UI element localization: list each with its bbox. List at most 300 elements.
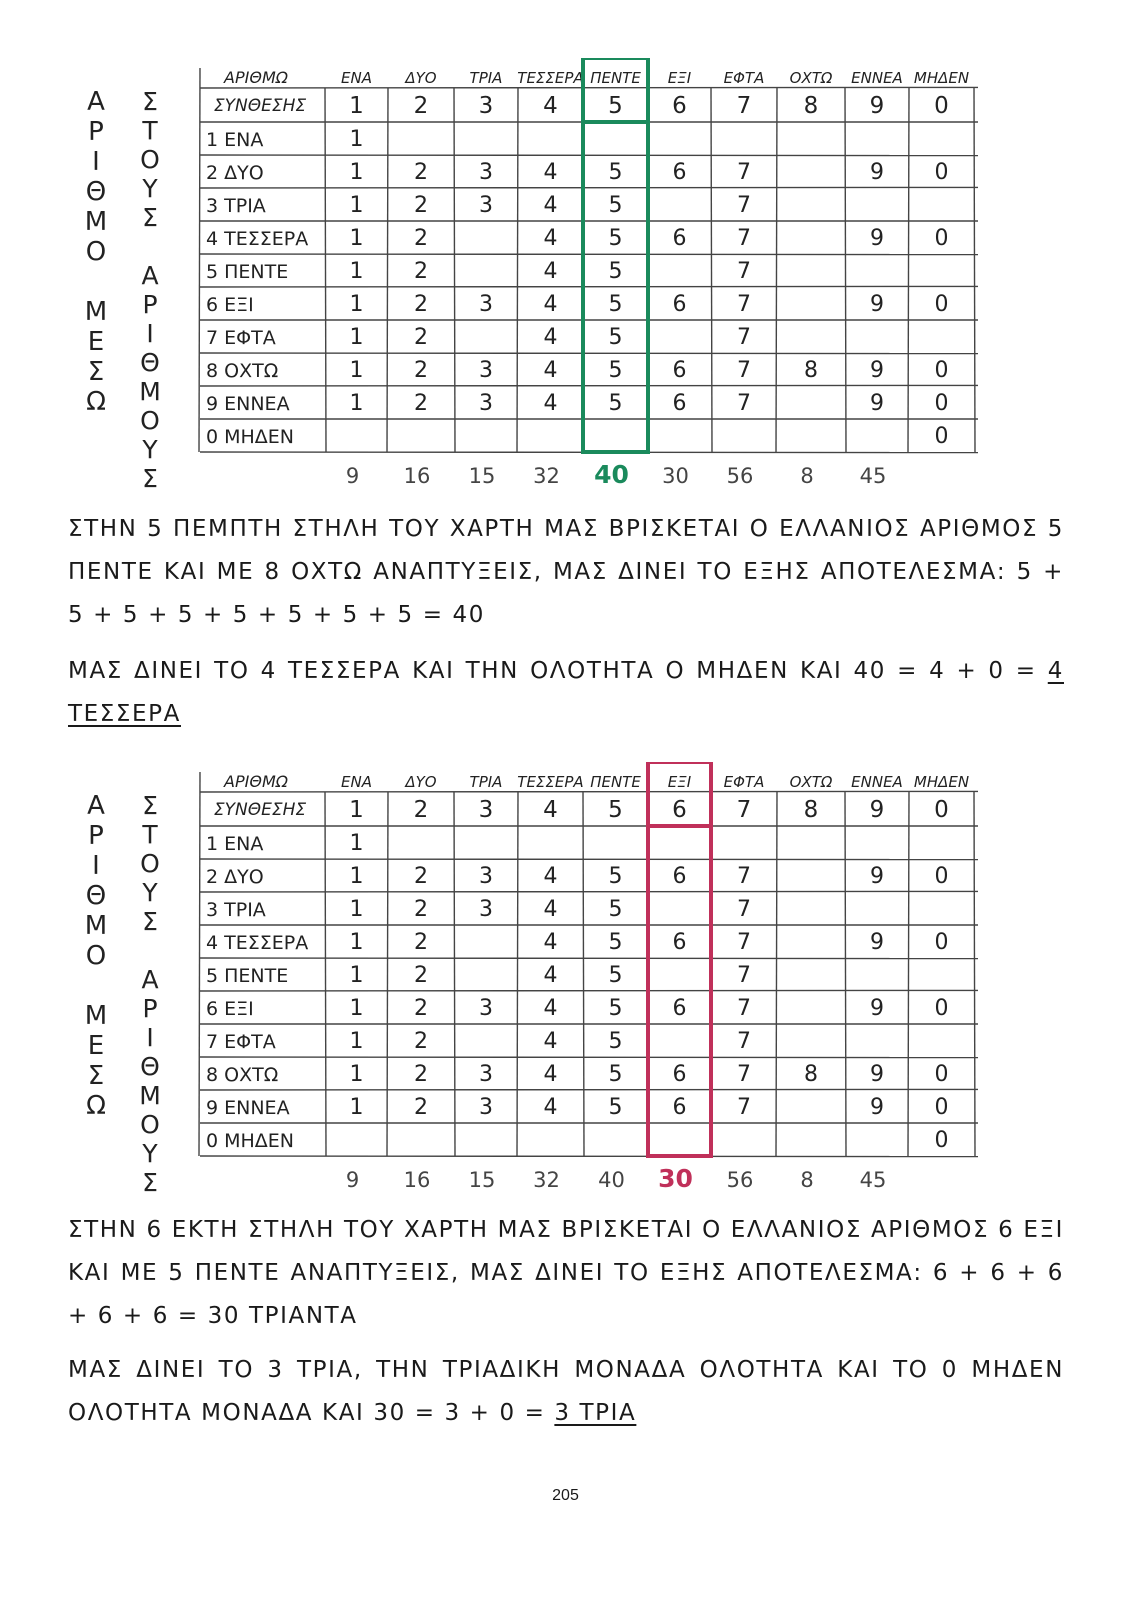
side-left-letter: Ω [86, 387, 106, 417]
row-label: 7 ΕΦΤΑ [206, 1031, 276, 1053]
header-digit: 9 [869, 797, 885, 823]
cell-value: 9 [870, 292, 884, 317]
cell-value: 4 [543, 930, 558, 955]
section1-text1: ΣΤΗΝ 5 ΠΕΜΠΤΗ ΣΤΗΛΗ ΤΟΥ ΧΑΡΤΗ ΜΑΣ ΒΡΙΣΚΕΤΑΙ Ο ΕΛΛΑΝΙΟΣ ΑΡΙΘΜΟΣ 5 ΠΕΝΤΕ ΚΑΙ ΜΕ 8 ΟΧΤΩ ΑΝΑΠΤΥΞΕΙΣ, ΜΑΣ ΔΙΝΕΙ ΤΟ ΕΞΗΣ ΑΠΟΤΕΛΕΣΜΑ: 5 + 5 + 5 + 5 + 5 + 5 + 5 + 5 = 40 [68, 516, 1064, 628]
cell-value: 7 [737, 996, 751, 1021]
row-label: 8 ΟΧΤΩ [206, 1064, 279, 1086]
cell-value: 3 [479, 1062, 493, 1087]
row-label: 1 ΕΝΑ [206, 833, 264, 855]
side-label-right [139, 791, 161, 1197]
cell-value: 1 [349, 226, 364, 251]
cell-value: 0 [934, 1128, 949, 1153]
header-digit: 6 [672, 93, 687, 119]
cell-value: 5 [608, 292, 623, 317]
row-label: 1 ΕΝΑ [206, 129, 264, 151]
table-grid [199, 762, 978, 1193]
cell-value: 5 [608, 259, 623, 284]
side-right-letter: Σ [142, 791, 158, 820]
cell-value: 5 [608, 1095, 623, 1120]
cell-value: 6 [672, 358, 687, 383]
side-right-letter: Υ [142, 878, 158, 907]
table-figure-2 [70, 762, 1030, 1212]
side-right-letter: Ρ [142, 994, 158, 1023]
header-digit: 9 [869, 93, 885, 119]
row-label: 9 ΕΝΝΕΑ [206, 1097, 290, 1119]
column-total: 56 [726, 464, 754, 488]
header-digit: 2 [413, 797, 429, 823]
col-header-corner-top: ΑΡΙΘΜΩ [224, 772, 288, 791]
grid-vline [845, 88, 846, 452]
grid-vline [908, 792, 909, 1156]
column-total: 9 [345, 464, 360, 488]
side-right-letter: Α [141, 965, 159, 994]
column-total: 56 [726, 1168, 754, 1192]
grid-hline [200, 155, 978, 156]
cell-value: 3 [479, 160, 493, 185]
header-digit: 2 [413, 93, 429, 119]
cell-value: 0 [934, 1095, 949, 1120]
cell-value: 1 [349, 963, 364, 988]
cell-value: 9 [870, 1095, 884, 1120]
row-label: 0 ΜΗΔΕΝ [206, 426, 295, 448]
cell-value: 6 [672, 1062, 687, 1087]
section1-result: 4 ΤΕΣΣΕΡΑ [68, 658, 1064, 727]
side-left-letter: Θ [85, 881, 107, 911]
header-digit: 6 [672, 797, 687, 823]
cell-value: 6 [672, 226, 687, 251]
cell-value: 5 [608, 897, 623, 922]
cell-value: 4 [543, 226, 558, 251]
side-right-letter: Τ [142, 116, 158, 145]
section2-paragraph1 [68, 1209, 1064, 1338]
grid-vline [325, 792, 326, 1156]
header-digit: 3 [478, 797, 494, 823]
side-right-letter: Ι [146, 1023, 154, 1052]
cell-value: 0 [934, 996, 949, 1021]
grid-vline [776, 792, 777, 1156]
section2-paragraph2 [68, 1349, 1064, 1435]
cell-value: 1 [349, 1095, 364, 1120]
row-label: 7 ΕΦΤΑ [206, 327, 276, 349]
grid-vline [517, 88, 518, 452]
grid-vline [325, 88, 326, 452]
column-total: 40 [594, 460, 629, 489]
col-header: ΕΝΝΕΑ [851, 773, 903, 791]
grid-hline [200, 891, 978, 892]
column-total: 16 [403, 1168, 431, 1192]
grid-vline [387, 88, 388, 452]
cell-value: 4 [543, 963, 558, 988]
cell-value: 7 [737, 325, 751, 350]
side-left-letter: Σ [87, 357, 105, 387]
cell-value: 5 [608, 930, 623, 955]
cell-value: 7 [737, 226, 751, 251]
cell-value: 7 [737, 292, 751, 317]
side-right-letter: Ο [140, 406, 160, 435]
cell-value: 2 [414, 897, 428, 922]
cell-value: 7 [737, 1029, 751, 1054]
grid-hline [200, 353, 978, 354]
side-right-letter: Ρ [142, 290, 158, 319]
grid-hline [200, 254, 978, 255]
table-figure-1 [70, 58, 1030, 508]
column-total: 40 [598, 1168, 625, 1192]
side-label-left [85, 87, 107, 417]
side-right-letter: Θ [140, 348, 160, 377]
grid-hline [200, 990, 978, 991]
cell-value: 1 [349, 930, 364, 955]
grid-vline [454, 792, 455, 1156]
cell-value: 4 [543, 1062, 558, 1087]
grid-hline [200, 385, 978, 386]
side-left-letter: Σ [87, 1061, 105, 1091]
col-header: ΕΝΝΕΑ [851, 69, 903, 87]
side-right-letter: Μ [139, 377, 161, 406]
grid-hline [200, 958, 978, 959]
row-label: 4 ΤΕΣΣΕΡΑ [206, 228, 309, 250]
cell-value: 0 [934, 160, 949, 185]
side-left-letter: Ο [85, 237, 107, 267]
cell-value: 2 [414, 391, 428, 416]
side-right-letter: Υ [142, 1139, 158, 1168]
header-digit: 8 [803, 797, 819, 823]
grid-hline [200, 791, 978, 792]
side-right-letter: Σ [142, 203, 158, 232]
side-left-letter: Ρ [88, 821, 104, 851]
cell-value: 7 [737, 897, 751, 922]
cell-value: 7 [737, 358, 751, 383]
header-digit: 4 [543, 797, 558, 823]
cell-value: 5 [608, 996, 623, 1021]
cell-value: 7 [737, 391, 751, 416]
column-total: 30 [662, 464, 689, 488]
cell-value: 2 [414, 1095, 428, 1120]
cell-value: 2 [414, 160, 428, 185]
grid-vline [974, 88, 975, 452]
cell-value: 2 [414, 930, 428, 955]
cell-value: 1 [349, 864, 364, 889]
cell-value: 2 [414, 1029, 428, 1054]
cell-value: 1 [349, 358, 364, 383]
grid-vline [908, 88, 909, 452]
header-digit: 4 [543, 93, 558, 119]
cell-value: 2 [414, 193, 428, 218]
table-svg-1 [70, 58, 1030, 508]
cell-value: 1 [349, 897, 364, 922]
col-header: ΤΕΣΣΕΡΑ [517, 69, 584, 87]
col-header: ΕΝΑ [341, 69, 372, 87]
row-label: 6 ΕΞΙ [206, 998, 254, 1020]
cell-value: 2 [414, 259, 428, 284]
cell-value: 6 [672, 1095, 687, 1120]
side-left-letter: Ε [87, 1031, 105, 1061]
side-left-letter: Ι [92, 851, 100, 881]
cell-value: 2 [414, 1062, 428, 1087]
side-left-letter: Ε [87, 327, 105, 357]
col-header: ΜΗΔΕΝ [913, 773, 970, 791]
cell-value: 0 [934, 1062, 949, 1087]
cell-value: 7 [737, 160, 751, 185]
side-left-letter: Ω [86, 1091, 106, 1121]
cell-value: 1 [349, 391, 364, 416]
cell-value: 9 [870, 996, 884, 1021]
column-total: 16 [403, 464, 431, 488]
cell-value: 1 [349, 1029, 364, 1054]
side-right-letter: Υ [142, 435, 158, 464]
col-header: ΤΡΙΑ [469, 773, 503, 791]
cell-value: 5 [608, 1029, 623, 1054]
header-digit: 1 [349, 93, 364, 119]
col-header: ΜΗΔΕΝ [913, 69, 970, 87]
row-label: 5 ΠΕΝΤΕ [206, 261, 289, 283]
grid-hline [200, 187, 978, 188]
col-header: ΟΧΤΩ [789, 773, 833, 791]
cell-value: 7 [737, 963, 751, 988]
cell-value: 4 [543, 864, 558, 889]
cell-value: 5 [608, 226, 623, 251]
column-total: 9 [345, 1168, 360, 1192]
side-left-letter: Μ [84, 297, 108, 327]
cell-value: 3 [479, 996, 493, 1021]
header-digit: 5 [608, 93, 623, 119]
row-label: 8 ΟΧΤΩ [206, 360, 279, 382]
row-label: 5 ΠΕΝΤΕ [206, 965, 289, 987]
cell-value: 3 [479, 864, 493, 889]
side-right-letter: Α [141, 261, 159, 290]
cell-value: 4 [543, 292, 558, 317]
section1-paragraph1 [68, 508, 1064, 637]
grid-hline [200, 286, 978, 287]
cell-value: 7 [737, 193, 751, 218]
cell-value: 6 [672, 930, 687, 955]
side-left-letter: Ο [85, 941, 107, 971]
side-right-letter: Τ [142, 820, 158, 849]
cell-value: 4 [543, 391, 558, 416]
cell-value: 1 [349, 193, 364, 218]
grid-vline [387, 792, 388, 1156]
col-header: ΠΕΝΤΕ [590, 69, 641, 87]
grid-vline [517, 792, 518, 1156]
col-header: ΕΝΑ [341, 773, 372, 791]
row-label: 3 ΤΡΙΑ [206, 195, 266, 217]
grid-hline [200, 87, 978, 88]
side-right-letter: Σ [142, 907, 158, 936]
cell-value: 1 [349, 1062, 364, 1087]
cell-value: 6 [672, 996, 687, 1021]
side-left-letter: Ρ [88, 117, 104, 147]
cell-value: 7 [737, 259, 751, 284]
cell-value: 6 [672, 292, 687, 317]
grid-hline [200, 859, 978, 860]
cell-value: 5 [608, 358, 623, 383]
row-label: 2 ΔΥΟ [206, 162, 264, 184]
table-grid [199, 58, 978, 489]
cell-value: 1 [349, 127, 364, 152]
cell-value: 2 [414, 292, 428, 317]
cell-value: 0 [934, 424, 949, 449]
side-right-letter: Ο [140, 145, 160, 174]
corner-label: ΣΥΝΘΕΣΗΣ [213, 96, 307, 116]
cell-value: 3 [479, 292, 493, 317]
col-header: ΔΥΟ [405, 773, 437, 791]
cell-value: 1 [349, 325, 364, 350]
section2-result: 3 ΤΡΙΑ [554, 1400, 637, 1426]
cell-value: 4 [543, 259, 558, 284]
cell-value: 9 [870, 226, 884, 251]
column-total: 30 [658, 1164, 693, 1193]
cell-value: 0 [934, 358, 949, 383]
column-total: 45 [859, 464, 887, 488]
row-label: 9 ΕΝΝΕΑ [206, 393, 290, 415]
cell-value: 2 [414, 963, 428, 988]
side-left-letter: Ι [92, 147, 100, 177]
grid-vline [199, 68, 200, 452]
grid-vline [845, 792, 846, 1156]
side-left-letter: Θ [85, 177, 107, 207]
row-label: 2 ΔΥΟ [206, 866, 264, 888]
cell-value: 5 [608, 1062, 623, 1087]
cell-value: 1 [349, 160, 364, 185]
side-label-right [139, 87, 161, 493]
cell-value: 4 [543, 1029, 558, 1054]
cell-value: 6 [672, 391, 687, 416]
cell-value: 1 [349, 259, 364, 284]
cell-value: 7 [737, 930, 751, 955]
grid-vline [583, 792, 584, 1156]
grid-vline [199, 772, 200, 1156]
cell-value: 4 [543, 1095, 558, 1120]
cell-value: 7 [737, 1062, 751, 1087]
cell-value: 7 [737, 1095, 751, 1120]
cell-value: 9 [870, 930, 884, 955]
row-label: 3 ΤΡΙΑ [206, 899, 266, 921]
column-total: 15 [468, 464, 496, 488]
cell-value: 3 [479, 897, 493, 922]
side-left-letter: Μ [84, 911, 108, 941]
cell-value: 3 [479, 358, 493, 383]
row-label: 6 ΕΞΙ [206, 294, 254, 316]
grid-hline [200, 1089, 978, 1090]
column-total: 8 [800, 464, 814, 488]
cell-value: 5 [608, 391, 623, 416]
cell-value: 4 [543, 996, 558, 1021]
cell-value: 1 [349, 292, 364, 317]
cell-value: 2 [414, 358, 428, 383]
cell-value: 0 [934, 930, 949, 955]
cell-value: 2 [414, 996, 428, 1021]
side-right-letter: Ι [146, 319, 154, 348]
cell-value: 9 [870, 1062, 884, 1087]
row-label: 4 ΤΕΣΣΕΡΑ [206, 932, 309, 954]
row-label: 0 ΜΗΔΕΝ [206, 1130, 295, 1152]
cell-value: 9 [870, 358, 884, 383]
section2-text1: ΣΤΗΝ 6 ΕΚΤΗ ΣΤΗΛΗ ΤΟΥ ΧΑΡΤΗ ΜΑΣ ΒΡΙΣΚΕΤΑΙ Ο ΕΛΛΑΝΙΟΣ ΑΡΙΘΜΟΣ 6 ΕΞΙ ΚΑΙ ΜΕ 5 ΠΕΝΤΕ ΑΝΑΠΤΥΞΕΙΣ, ΜΑΣ ΔΙΝΕΙ ΤΟ ΕΞΗΣ ΑΠΟΤΕΛΕΣΜΑ: 6 + 6 + 6 + 6 + 6 = 30 ΤΡΙΑΝΤΑ [68, 1217, 1064, 1329]
section1-paragraph2 [68, 650, 1064, 736]
col-header-corner-top: ΑΡΙΘΜΩ [224, 68, 288, 87]
grid-vline [974, 792, 975, 1156]
cell-value: 0 [934, 391, 949, 416]
cell-value: 9 [870, 391, 884, 416]
cell-value: 8 [804, 1062, 818, 1087]
side-right-letter: Ο [140, 849, 160, 878]
col-header: ΕΞΙ [667, 69, 692, 87]
col-header: ΟΧΤΩ [789, 69, 833, 87]
cell-value: 5 [608, 963, 623, 988]
cell-value: 4 [543, 897, 558, 922]
header-digit: 8 [803, 93, 819, 119]
side-right-letter: Σ [142, 87, 158, 116]
header-digit: 1 [349, 797, 364, 823]
cell-value: 5 [608, 864, 623, 889]
cell-value: 5 [608, 325, 623, 350]
cell-value: 3 [479, 193, 493, 218]
col-header: ΕΦΤΑ [723, 773, 765, 791]
side-right-letter: Σ [142, 464, 158, 493]
side-right-letter: Ο [140, 1110, 160, 1139]
corner-label: ΣΥΝΘΕΣΗΣ [213, 800, 307, 820]
grid-hline [200, 1156, 978, 1157]
col-header: ΔΥΟ [405, 69, 437, 87]
cell-value: 0 [934, 292, 949, 317]
cell-value: 5 [608, 193, 623, 218]
side-right-letter: Σ [142, 1168, 158, 1197]
header-digit: 0 [934, 797, 949, 823]
cell-value: 3 [479, 1095, 493, 1120]
col-header: ΠΕΝΤΕ [590, 773, 641, 791]
header-digit: 5 [608, 797, 623, 823]
column-total: 15 [468, 1168, 496, 1192]
header-digit: 7 [736, 797, 752, 823]
header-digit: 0 [934, 93, 949, 119]
column-total: 8 [800, 1168, 814, 1192]
cell-value: 7 [737, 864, 751, 889]
grid-vline [454, 88, 455, 452]
side-right-letter: Μ [139, 1081, 161, 1110]
cell-value: 2 [414, 226, 428, 251]
cell-value: 4 [543, 325, 558, 350]
side-right-letter: Θ [140, 1052, 160, 1081]
column-total: 32 [533, 1168, 560, 1192]
grid-hline [200, 1057, 978, 1058]
section2-text2: ΜΑΣ ΔΙΝΕΙ ΤΟ 3 ΤΡΙΑ, ΤΗΝ ΤΡΙΑΔΙΚΗ ΜΟΝΑΔΑ ΟΛΟΤΗΤΑ ΚΑΙ ΤΟ 0 ΜΗΔΕΝ ΟΛΟΤΗΤΑ ΜΟΝΑΔΑ ΚΑΙ 30 = 3 + 0 = [68, 1357, 1064, 1426]
grid-vline [776, 88, 777, 452]
col-header: ΕΦΤΑ [723, 69, 765, 87]
cell-value: 4 [543, 358, 558, 383]
cell-value: 1 [349, 831, 364, 856]
side-left-letter: Μ [84, 207, 108, 237]
cell-value: 3 [479, 391, 493, 416]
column-total: 45 [859, 1168, 887, 1192]
grid-vline [711, 88, 712, 452]
cell-value: 0 [934, 864, 949, 889]
side-left-letter: Α [87, 87, 105, 117]
cell-value: 4 [543, 193, 558, 218]
column-total: 32 [533, 464, 560, 488]
col-header: ΤΕΣΣΕΡΑ [517, 773, 584, 791]
side-left-letter: Α [87, 791, 105, 821]
header-digit: 7 [736, 93, 752, 119]
side-left-letter: Μ [84, 1001, 108, 1031]
section1-text2: ΜΑΣ ΔΙΝΕΙ ΤΟ 4 ΤΕΣΣΕΡΑ ΚΑΙ ΤΗΝ ΟΛΟΤΗΤΑ Ο ΜΗΔΕΝ ΚΑΙ 40 = 4 + 0 = [68, 658, 1048, 684]
cell-value: 2 [414, 864, 428, 889]
cell-value: 9 [870, 864, 884, 889]
page-number: 205 [552, 1487, 579, 1504]
cell-value: 6 [672, 864, 687, 889]
cell-value: 8 [804, 358, 818, 383]
cell-value: 5 [608, 160, 623, 185]
cell-value: 9 [870, 160, 884, 185]
cell-value: 4 [543, 160, 558, 185]
